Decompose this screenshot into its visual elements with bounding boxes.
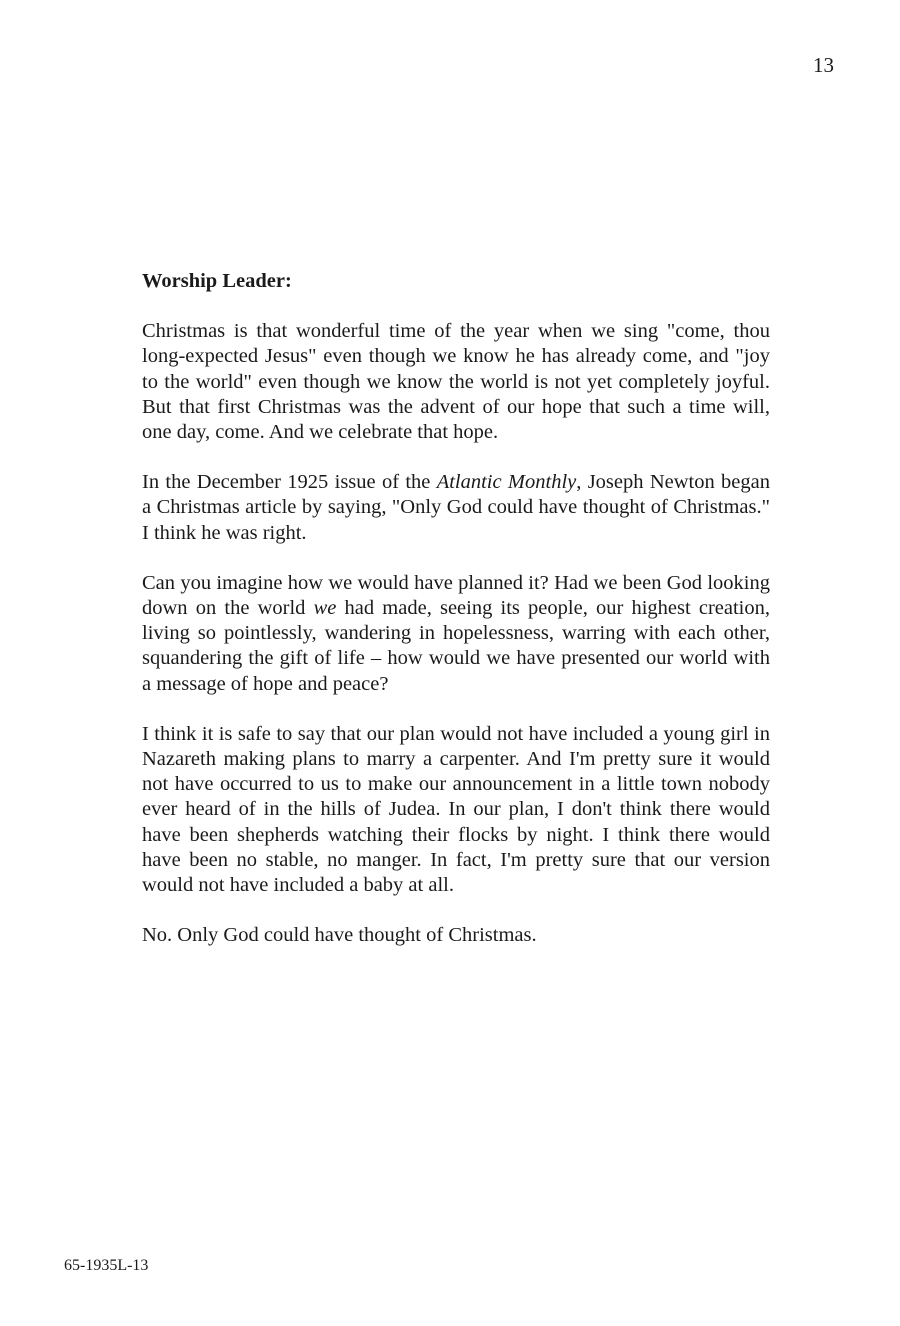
paragraph-our-plan: I think it is safe to say that our plan would not have included a young girl in Nazareth making plans to marry a carpenter. And I'm pretty sure it would not have occurred to us to make our announcement in a little town nobody ever heard of in the hills of Judea. In our plan, I don't think there would have been shepherds watching their flocks by night. I think there would have been no stable, no manger. In fact, I'm pretty sure that our version would not have included a baby at all. [142,722,770,897]
paragraph-text: had made, seeing its people, our highest creation, living so pointlessly, wandering in hopelessness, warring with each other, squandering the gift of life – how would we have presented our world with a message of hope and peace? [142,597,770,695]
section-heading: Worship Leader: [142,270,292,292]
paragraph-text: , Joseph Newton began a Christmas article by saying, "Only God could have thought of Christmas." I think he was right. [142,471,770,544]
paragraph-imagine-plan [142,571,770,697]
emphasis-text: we [313,597,337,620]
paragraph-text: Can you imagine how we would have planned it? Had we been God looking down on the world [142,571,770,620]
paragraph-christmas-time: Christmas is that wonderful time of the year when we sing "come, thou long-expected Jesus" even though we know he has already come, and "joy to the world" even though we know the world is not yet completely joyful. But that first Christmas was the advent of our hope that such a time will, one day, come. And we celebrate that hope. [142,320,770,444]
paragraph-atlantic-monthly [142,470,770,546]
page-number: 13 [813,53,834,77]
publication-title: Atlantic Monthly [436,471,577,494]
worship-leader-section [142,269,770,948]
footer-code: 65-1935L-13 [64,1257,149,1274]
paragraph-conclusion: No. Only God could have thought of Christmas. [142,924,537,947]
paragraph-text: In the December 1925 issue of the [142,471,437,494]
